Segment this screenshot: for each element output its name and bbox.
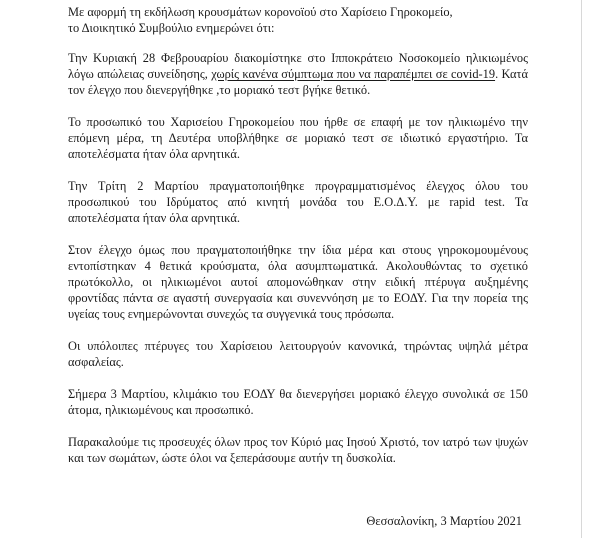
paragraph-rapid-tests: Την Τρίτη 2 Μαρτίου πραγματοποιήθηκε προγραμματισμένος έλεγχος όλου του προσωπικού του Ιδρύματος από κινητή μονάδα του Ε.Ο.Δ.Υ. με rapid test. Τα αποτελέσματα ήταν όλα αρνητικά. [68,179,528,225]
paragraph-molecular-testing: Σήμερα 3 Μαρτίου, κλιμάκιο του ΕΟΔΥ θα διενεργήσει μοριακό έλεγχο συνολικά σε 150 άτομα, ηλικιωμένους και προσωπικό. [68,387,528,417]
paragraph-other-wings: Οι υπόλοιπες πτέρυγες του Χαρίσειου λειτουργούν κανονικά, τηρώντας υψηλά μέτρα ασφαλείας. [68,339,528,369]
intro-line-2: το Διοικητικό Συμβούλιο ενημερώνει ότι: [68,21,275,35]
page-edge-line [581,0,582,538]
paragraph-1-underlined-text: χωρίς κανένα σύμπτωμα που να παραπέμπει σε covid-19 [211,67,496,81]
paragraph-prayers: Παρακαλούμε τις προσευχές όλων προς τον Κύριό μας Ιησού Χριστό, τον ιατρό των ψυχών και των σωμάτων, ώστε όλοι να ξεπεράσουμε αυτήν τη δυσκολία. [68,435,528,465]
intro-line-1: Με αφορμή τη εκδήλωση κρουσμάτων κορονοϊού στο Χαρίσειο Γηροκομείο, [68,5,453,19]
signoff-date: Θεσσαλονίκη, 3 Μαρτίου 2021 [366,514,522,528]
document-body [68,4,528,482]
intro-paragraph [68,4,528,36]
paragraph-positive-cases: Στον έλεγχο όμως που πραγματοποιήθηκε την ίδια μέρα και στους γηροκομουμένους εντοπίστηκαν 4 θετικά κρούσματα, όλα ασυμπτωματικά. Ακολουθώντας το σχετικό πρωτόκολλο, οι ηλικιωμένοι αυτοί απομονώθηκαν στην ειδική πτέρυγα αυξημένης φροντίδας πάντα σε αγαστή συνεργασία και συνεννόηση με το ΕΟΔΥ. Για την πορεία της υγείας τους ενημερώνονται συνεχώς τα συγγενικά τους πρόσωπα. [68,243,528,321]
paragraph-1-text-b: . Κατά τον έλεγχο που διενεργήθηκε ,το μοριακό τεστ βγήκε θετικό. [68,67,528,97]
paragraph-hospital-transfer [68,50,528,98]
paragraph-staff-tests: Το προσωπικό του Χαρισείου Γηροκομείου που ήρθε σε επαφή με τον ηλικιωμένο την επόμενη μέρα, τη Δευτέρα υποβλήθηκε σε μοριακό τεστ σε ιδιωτικό εργαστήριο. Τα αποτελέσματα ήταν όλα αρνητικά. [68,115,528,161]
paragraph-1-text-a: Την Κυριακή 28 Φεβρουαρίου διακομίστηκε στο Ιπποκράτειο Νοσοκομείο ηλικιωμένος λόγω απώλειας συνείδησης, [68,51,528,81]
